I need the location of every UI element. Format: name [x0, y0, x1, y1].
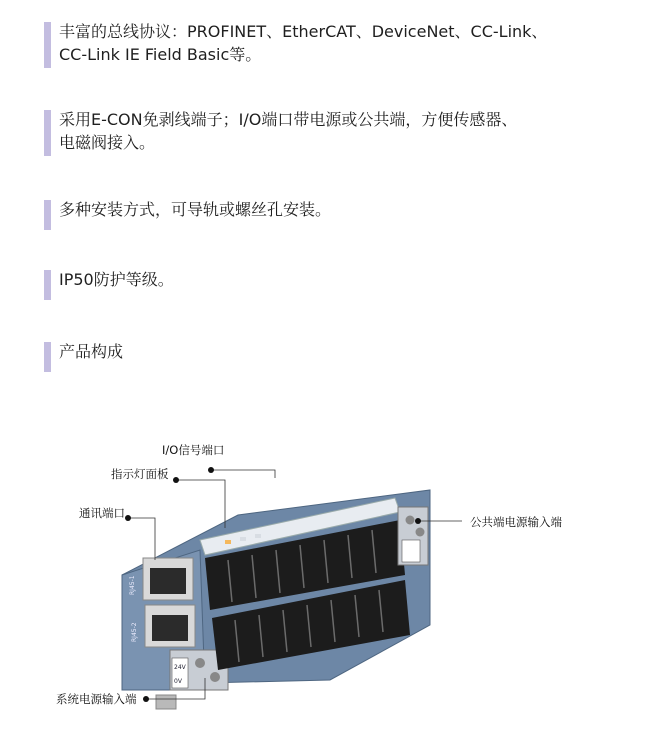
mounting-foot [156, 695, 176, 709]
feature-item [44, 198, 634, 230]
terminal-screw [210, 672, 220, 682]
terminal-screw [195, 658, 205, 668]
voltage-label: 24V [174, 664, 186, 671]
port-label: RJ45-2 [131, 622, 138, 642]
accent-bar [44, 270, 51, 300]
accent-bar [44, 110, 51, 156]
ground-label: 0V [174, 678, 182, 685]
callout-comm-port: 通讯端口 [79, 506, 125, 520]
power-label-plate [402, 540, 420, 562]
accent-bar [44, 200, 51, 230]
rj45-socket [150, 568, 186, 594]
section-title: 产品构成 [59, 342, 124, 361]
feature-text: IP50防护等级。 [59, 270, 174, 289]
accent-bar [44, 342, 51, 372]
terminal-screw [416, 528, 425, 537]
section-heading [44, 340, 634, 372]
model-label: PN-8008-1306-8 [323, 482, 374, 500]
port-label: RJ45-1 [129, 575, 136, 595]
rj45-socket [152, 615, 188, 641]
feature-item [44, 20, 634, 68]
status-led [225, 540, 231, 544]
status-led [240, 537, 246, 541]
callout-system-power: 系统电源输入端 [56, 692, 137, 706]
accent-bar [44, 22, 51, 68]
callout-io-port: I/O信号端口 [162, 443, 225, 457]
feature-item [44, 268, 634, 300]
feature-text: 采用E-CON免剥线端子；I/O端口带电源或公共端，方便传感器、 电磁阀接入。 [59, 110, 518, 152]
product-diagram [0, 380, 650, 750]
terminal-screw [406, 516, 415, 525]
status-led [255, 534, 261, 538]
feature-text: 多种安装方式，可导轨或螺丝孔安装。 [59, 200, 332, 219]
callout-indicator-panel: 指示灯面板 [111, 467, 169, 481]
feature-item [44, 108, 634, 156]
feature-text: 丰富的总线协议：PROFINET、EtherCAT、DeviceNet、CC-Link、 CC-Link IE Field Basic等。 [59, 22, 548, 64]
callout-common-power: 公共端电源输入端 [470, 515, 562, 529]
